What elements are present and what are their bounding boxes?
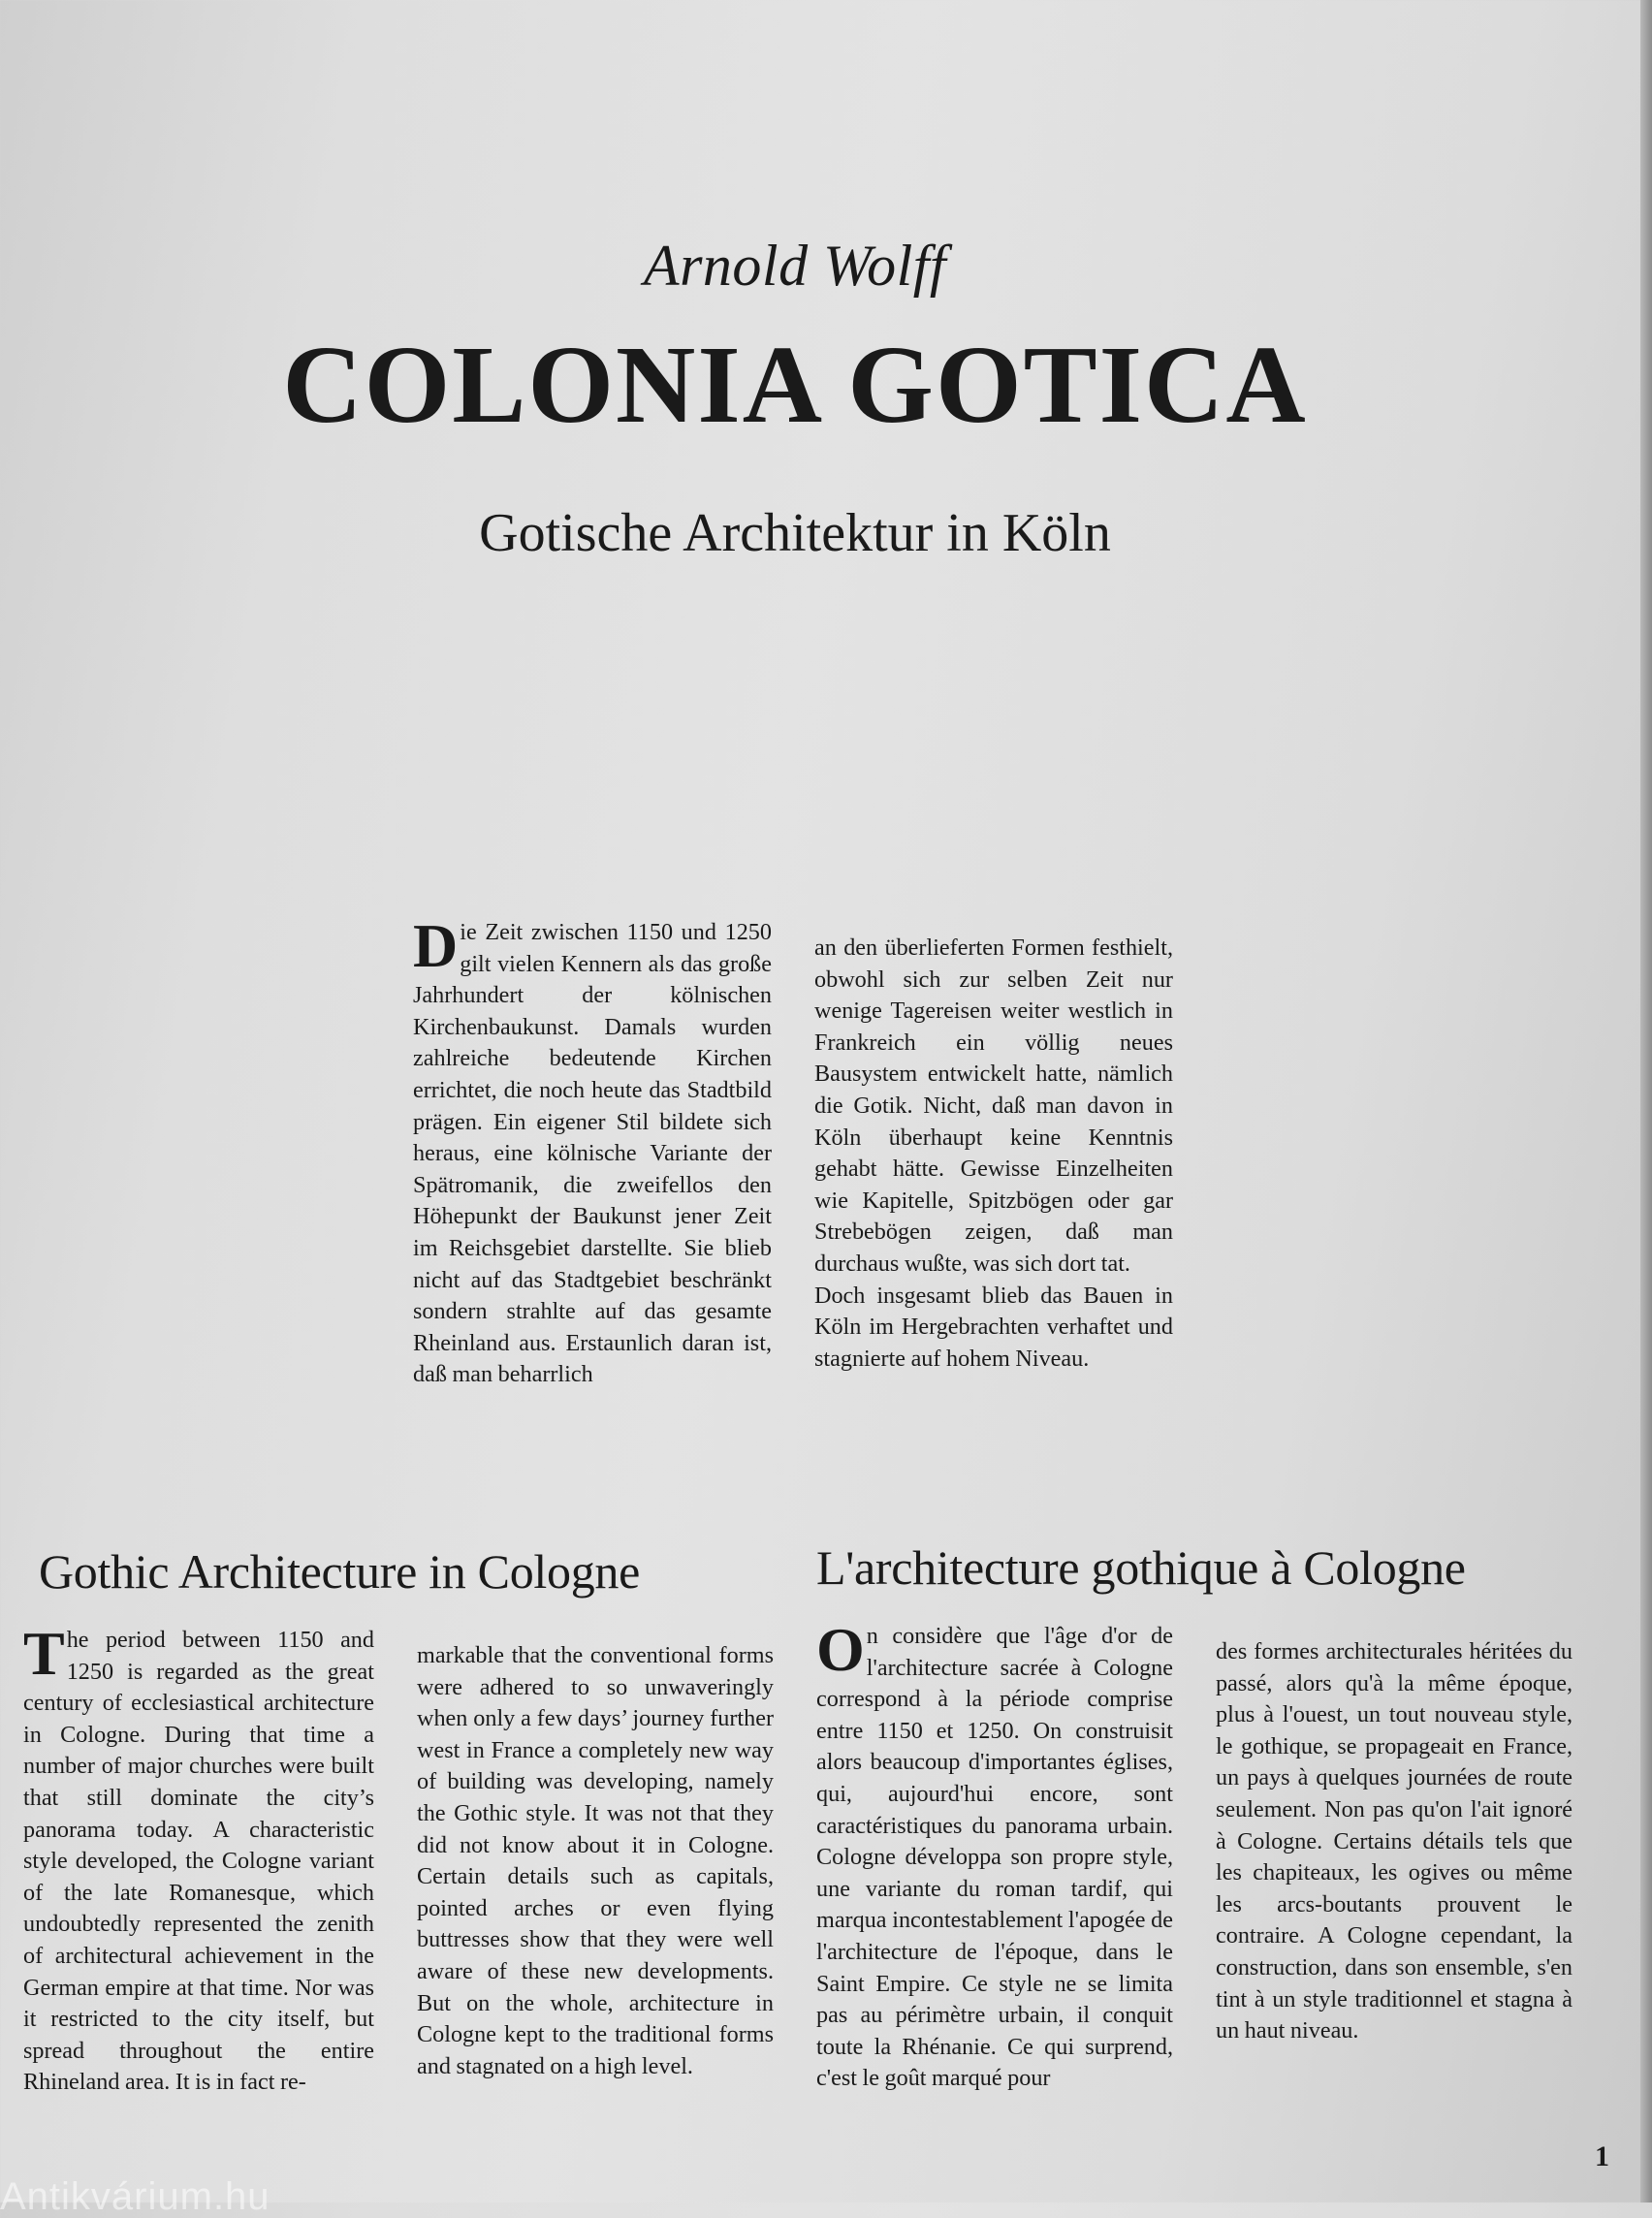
english-col2-text: markable that the conventional forms were adhered to so unwaveringly when only a few days’ journey further west in France a completely new way of building was developing, namely the Gothic style. It was not that they did not know about it in Cologne. Certain details such as capitals, pointed arches or even flying buttresses show that they were well aware of these new developments. But on the whole, architecture in Cologne kept to the traditional forms and stagnated on a high level.: [417, 1642, 774, 2079]
french-heading: L'architecture gothique à Cologne: [816, 1540, 1466, 1595]
drop-cap-t: T: [23, 1619, 65, 1688]
drop-cap-d: D: [413, 911, 459, 980]
german-col1-text: ie Zeit zwischen 1150 und 1250 gilt vielen Kennern als das große Jahrhundert der kölnischen Kirchenbaukunst. Damals wurden zahlreiche bedeutende Kirchen errichtet, die noch heute das Stadtbild prägen. Ein eigener Stil bildete sich heraus, eine kölnische Variante der Spätromanik, die zweifellos den Höhepunkt der Baukunst jener Zeit im Reichsgebiet darstellte. Sie blieb nicht auf das Stadtgebiet beschränkt sondern strahlte auf das gesamte Rheinland aus. Erstaunlich daran ist, daß man beharrlich: [413, 919, 772, 1388]
german-column-1: [413, 911, 772, 1391]
book-subtitle: Gotische Architektur in Köln: [479, 503, 1111, 563]
drop-cap-o: O: [816, 1615, 865, 1684]
french-col2-text: des formes architecturales héritées du passé, alors qu'à la même époque, plus à l'ouest, un tout nouveau style, le gothique, se propageait en France, un pays à quelques journées de route seulement. Non pas qu'on l'ait ignoré à Cologne. Certains détails tels que les chapiteaux, les ogives ou même les arcs-boutants prouvent le contraire. A Cologne cependant, la construction, dans son ensemble, s'en tint à un style traditionnel et stagna à un haut niveau.: [1216, 1638, 1573, 2044]
french-column-1: [816, 1615, 1173, 2095]
english-col1-text: he period between 1150 and 1250 is regarded as the great century of ecclesiastical architecture in Cologne. During that time a number of major churches were built that still dominate the city’s panorama today. A characteristic style developed, the Cologne variant of the late Romanesque, which undoubtedly represented the zenith of architectural achievement in the German empire at that time. Nor was it restricted to the city itself, but spread throughout the entire Rhineland area. It is in fact re-: [23, 1627, 374, 2096]
english-column-1: [23, 1619, 374, 2099]
german-col2-paragraph-2: Doch insgesamt blieb das Bauen in Köln im Hergebrachten verhaftet und stagnierte auf hohem Niveau.: [814, 1282, 1173, 1372]
book-title: COLONIA GOTICA: [282, 323, 1308, 446]
german-col2-paragraph-1: an den überlieferten Formen festhielt, obwohl sich zur selben Zeit nur wenige Tagereisen weiter westlich in Frankreich ein völlig neues Bausystem entwickelt hatte, nämlich die Gotik. Nicht, daß man davon in Köln überhaupt keine Kenntnis gehabt hätte. Gewisse Einzelheiten wie Kapitelle, Spitzbögen oder gar Strebebögen zeigen, daß man durchaus wußte, was sich dort tat.: [814, 935, 1173, 1277]
german-column-2: [814, 933, 1173, 1375]
english-column-2: [417, 1640, 774, 2082]
watermark: Antikvárium.hu: [0, 2175, 270, 2218]
french-column-2: [1216, 1636, 1573, 2047]
author-name: Arnold Wolff: [643, 234, 947, 298]
english-heading: Gothic Architecture in Cologne: [39, 1544, 641, 1599]
page-edge: [1640, 0, 1652, 2202]
page-number: 1: [1595, 2140, 1609, 2172]
french-col1-text: n considère que l'âge d'or de l'architecture sacrée à Cologne correspond à la période comprise entre 1150 et 1250. On construisit alors beaucoup d'importantes églises, qui, aujourd'hui encore, sont caractéristiques du panorama urbain. Cologne développa son propre style, une variante du roman tardif, qui marqua incontestablement l'apogée de l'architecture de l'époque, dans le Saint Empire. Ce style ne se limita pas au périmètre urbain, il conquit toute la Rhénanie. Ce qui surprend, c'est le goût marqué pour: [816, 1623, 1173, 2092]
